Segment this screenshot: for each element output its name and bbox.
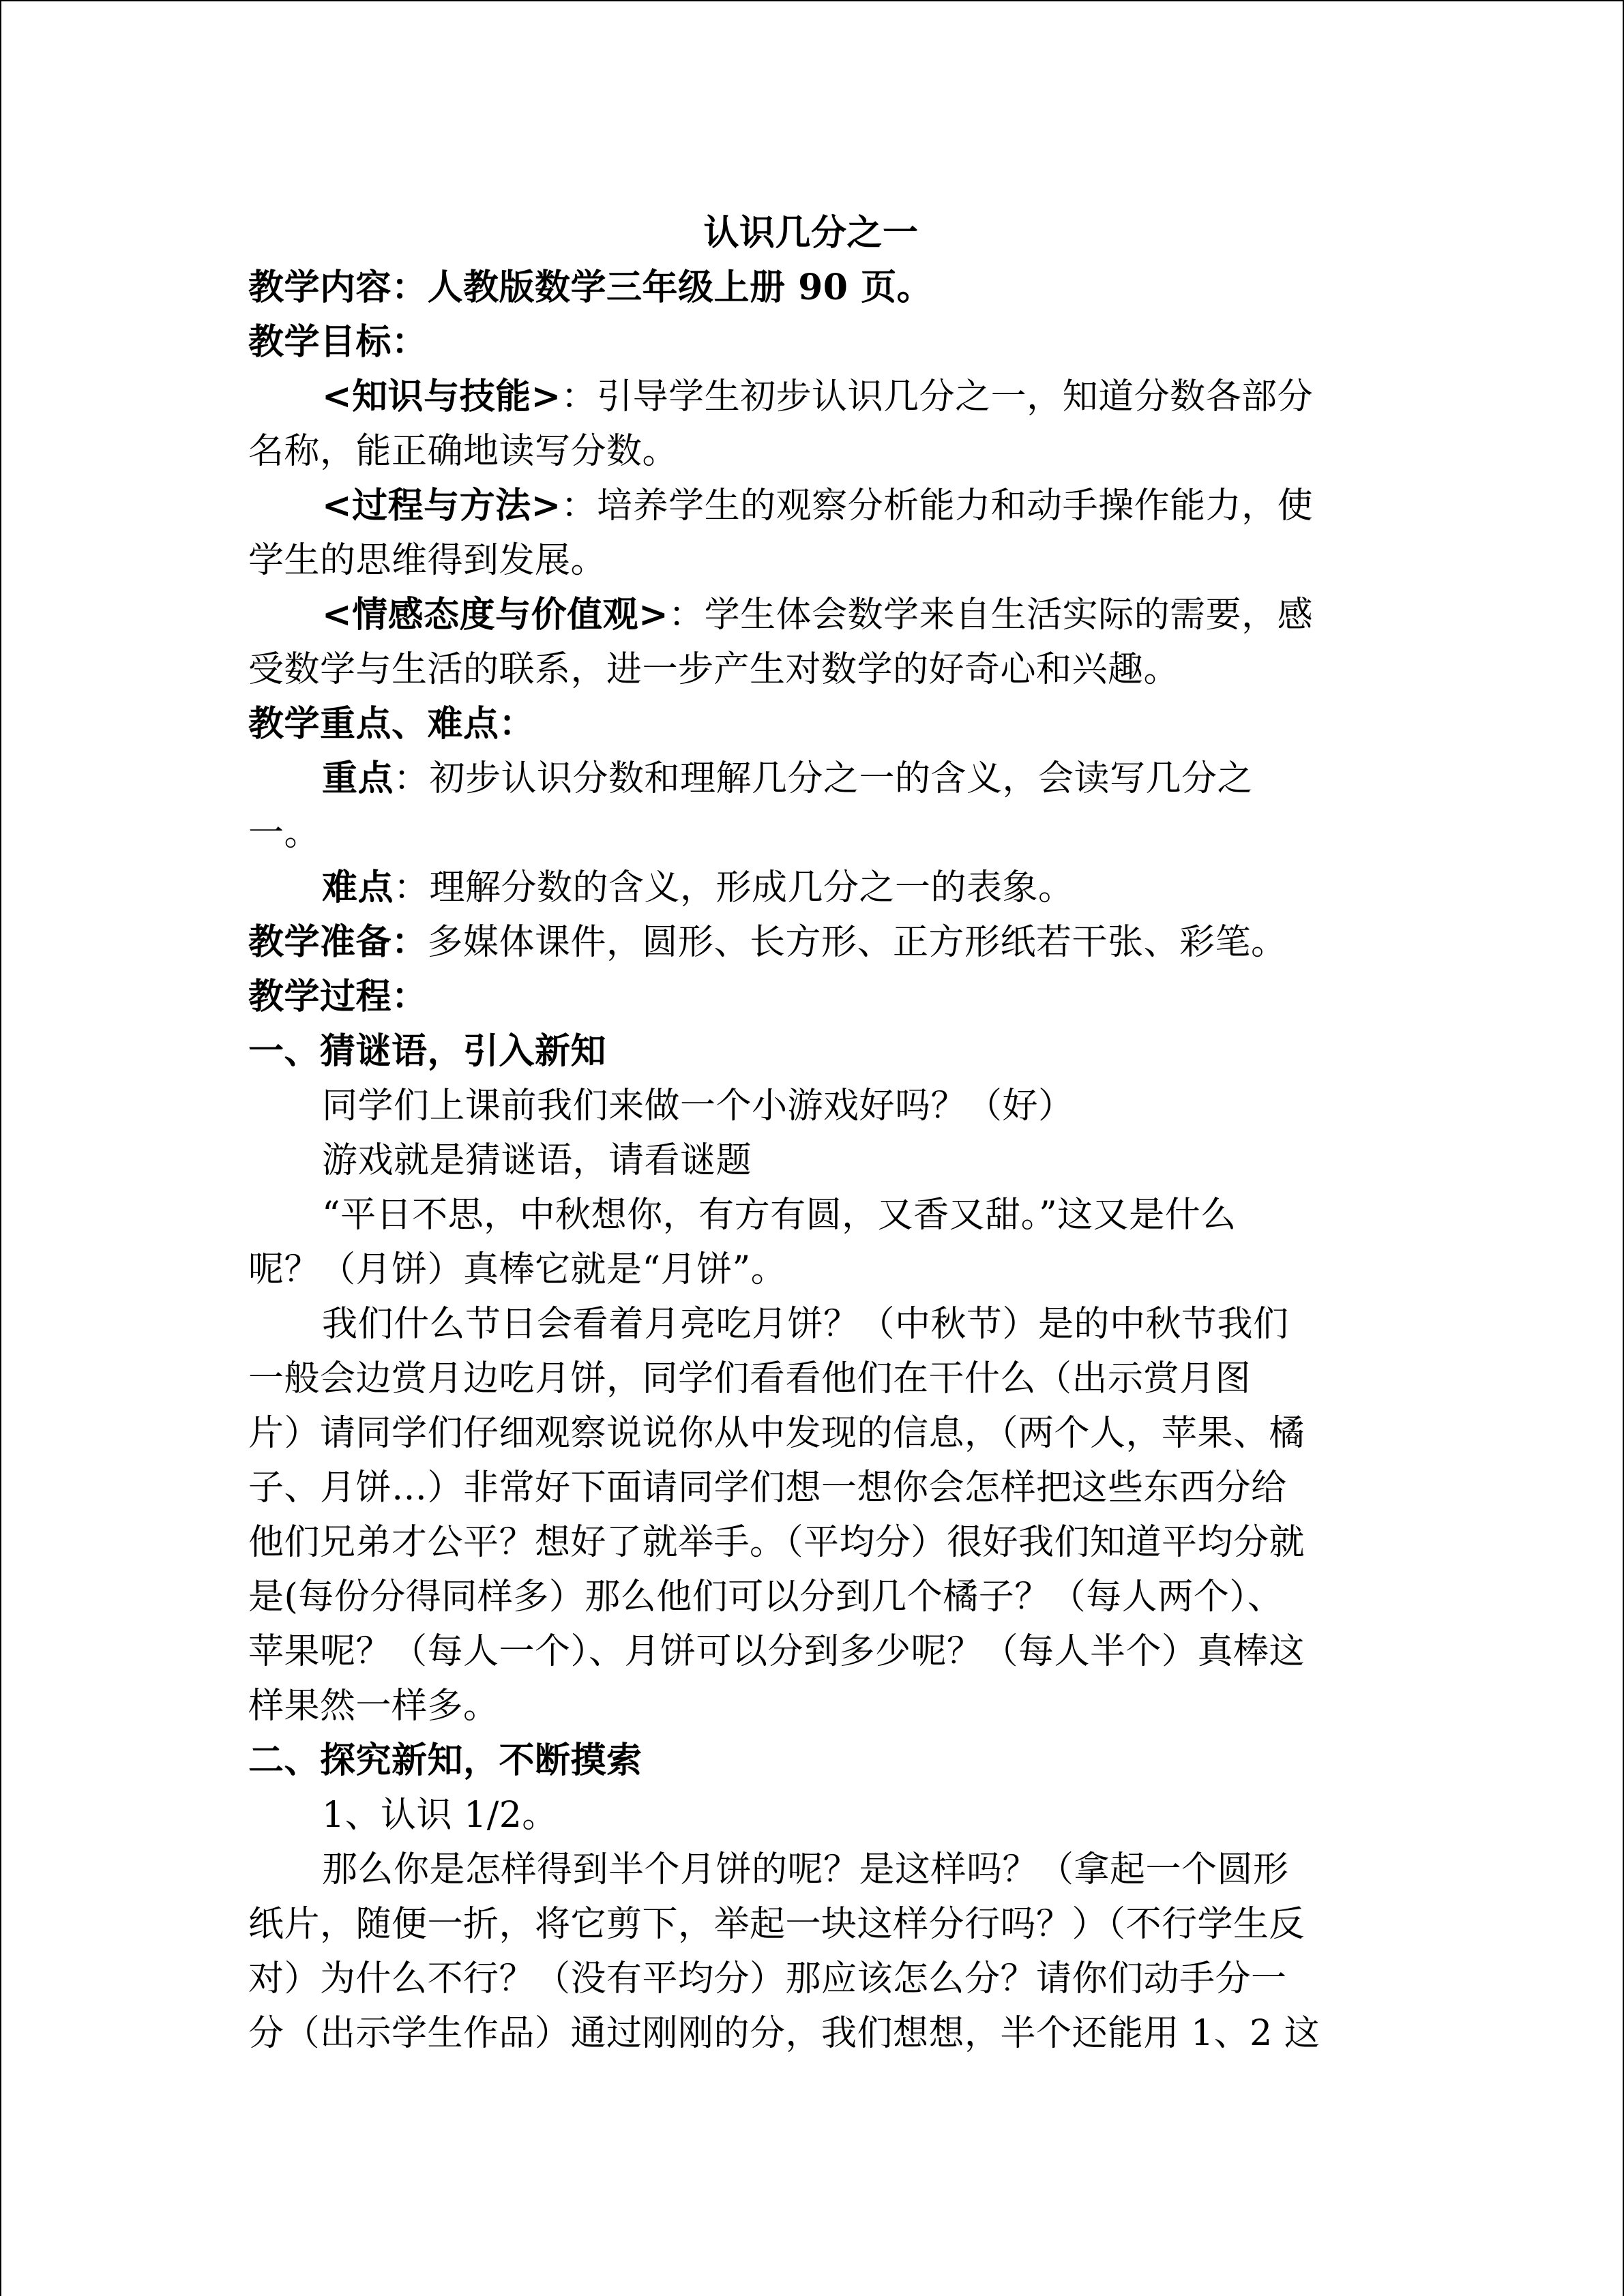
text-line bbox=[248, 1515, 1374, 1570]
text-line bbox=[248, 1570, 1374, 1624]
line-text: 1、认识 1/2。 bbox=[322, 1795, 558, 1836]
text-line bbox=[248, 424, 1374, 479]
line-heading: 教学重点、难点： bbox=[248, 703, 535, 745]
line-heading: 教学准备： bbox=[248, 921, 428, 963]
document-title: 认识几分之一 bbox=[703, 212, 919, 254]
line-text: 游戏就是猜谜语，请看谜题 bbox=[322, 1140, 752, 1181]
line-heading: 教学过程： bbox=[248, 976, 428, 1017]
text-line bbox=[248, 697, 1374, 751]
line-heading: 重点 bbox=[322, 758, 394, 799]
line-text: 那么你是怎样得到半个月饼的呢？是这样吗？（拿起一个圆形 bbox=[322, 1849, 1289, 1890]
line-heading: 难点 bbox=[322, 867, 394, 908]
line-text: 是(每份分得同样多）那么他们可以分到几个橘子？（每人两个）、 bbox=[248, 1577, 1284, 1617]
text-line bbox=[248, 1242, 1374, 1297]
line-text: 一般会边赏月边吃月饼，同学们看看他们在干什么（出示赏月图 bbox=[248, 1358, 1252, 1399]
line-text: 一。 bbox=[248, 813, 321, 854]
text-line bbox=[248, 1897, 1374, 1952]
line-heading: 教学目标： bbox=[248, 321, 428, 363]
text-line bbox=[248, 1952, 1374, 2006]
text-line bbox=[248, 1024, 1374, 1079]
line-heading: <过程与方法> bbox=[322, 485, 561, 526]
text-line bbox=[248, 861, 1374, 915]
text-line bbox=[248, 1788, 1374, 1843]
line-text: 呢？（月饼）真棒它就是“月饼”。 bbox=[248, 1249, 787, 1290]
line-text: ：初步认识分数和理解几分之一的含义，会读写几分之 bbox=[394, 758, 1254, 799]
line-heading: <情感态度与价值观> bbox=[322, 594, 669, 636]
text-line bbox=[248, 1624, 1374, 1679]
text-line bbox=[248, 315, 1374, 370]
line-text: 对）为什么不行？（没有平均分）那应该怎么分？请你们动手分一 bbox=[248, 1958, 1287, 1999]
text-line bbox=[248, 1297, 1374, 1352]
line-text: ：培养学生的观察分析能力和动手操作能力，使 bbox=[561, 486, 1314, 526]
text-line bbox=[248, 1406, 1374, 1461]
text-line bbox=[248, 1461, 1374, 1515]
text-line bbox=[248, 479, 1374, 533]
line-heading: <知识与技能> bbox=[322, 376, 561, 417]
text-line bbox=[248, 1133, 1374, 1188]
line-heading: 二、探究新知，不断摸索 bbox=[248, 1740, 643, 1781]
line-text: 受数学与生活的联系，进一步产生对数学的好奇心和兴趣。 bbox=[248, 649, 1180, 690]
text-line bbox=[248, 806, 1374, 861]
line-text: 名称，能正确地读写分数。 bbox=[248, 431, 679, 472]
text-line bbox=[248, 370, 1374, 424]
text-line bbox=[248, 1352, 1374, 1406]
text-line bbox=[248, 1188, 1374, 1242]
line-heading: 教学内容： bbox=[248, 267, 428, 308]
text-line bbox=[248, 1079, 1374, 1133]
line-text: 他们兄弟才公平？想好了就举手。（平均分）很好我们知道平均分就 bbox=[248, 1522, 1305, 1563]
text-line bbox=[248, 1733, 1374, 1788]
document-body bbox=[248, 206, 1374, 2061]
text-line bbox=[248, 1679, 1374, 1733]
line-text: 片）请同学们仔细观察说说你从中发现的信息，（两个人，苹果、橘 bbox=[248, 1413, 1305, 1454]
line-text: 我们什么节日会看着月亮吃月饼？（中秋节）是的中秋节我们 bbox=[322, 1304, 1289, 1345]
text-line bbox=[248, 588, 1374, 642]
line-heading: 一、猜谜语，引入新知 bbox=[248, 1030, 607, 1072]
line-text: 样果然一样多。 bbox=[248, 1686, 499, 1727]
line-text: 子、月饼…）非常好下面请同学们想一想你会怎样把这些东西分给 bbox=[248, 1467, 1287, 1508]
line-text: “平日不思，中秋想你，有方有圆，又香又甜。”这又是什么 bbox=[322, 1195, 1237, 1236]
line-text: 纸片，随便一折，将它剪下，举起一块这样分行吗？）（不行学生反 bbox=[248, 1904, 1305, 1945]
text-line bbox=[248, 2006, 1374, 2061]
text-line bbox=[248, 642, 1374, 697]
text-line bbox=[248, 970, 1374, 1024]
text-line bbox=[248, 1843, 1374, 1897]
line-text: ：理解分数的含义，形成几分之一的表象。 bbox=[394, 867, 1074, 908]
line-text: 同学们上课前我们来做一个小游戏好吗？（好） bbox=[322, 1086, 1074, 1127]
text-line bbox=[248, 533, 1374, 588]
line-text: 苹果呢？（每人一个）、月饼可以分到多少呢？（每人半个）真棒这 bbox=[248, 1631, 1305, 1672]
document-lines bbox=[248, 260, 1374, 2061]
line-text: 人教版数学三年级上册 90 页。 bbox=[427, 267, 933, 308]
line-text: ：学生体会数学来自生活实际的需要，感 bbox=[668, 595, 1314, 636]
line-text: 学生的思维得到发展。 bbox=[248, 540, 607, 581]
text-line bbox=[248, 915, 1374, 970]
text-line bbox=[248, 751, 1374, 806]
text-line bbox=[248, 260, 1374, 315]
line-text: 多媒体课件，圆形、长方形、正方形纸若干张、彩笔。 bbox=[427, 922, 1287, 963]
line-text: ：引导学生初步认识几分之一，知道分数各部分 bbox=[561, 376, 1314, 417]
line-text: 分（出示学生作品）通过刚刚的分，我们想想，半个还能用 1、2 这 bbox=[248, 2013, 1320, 2054]
